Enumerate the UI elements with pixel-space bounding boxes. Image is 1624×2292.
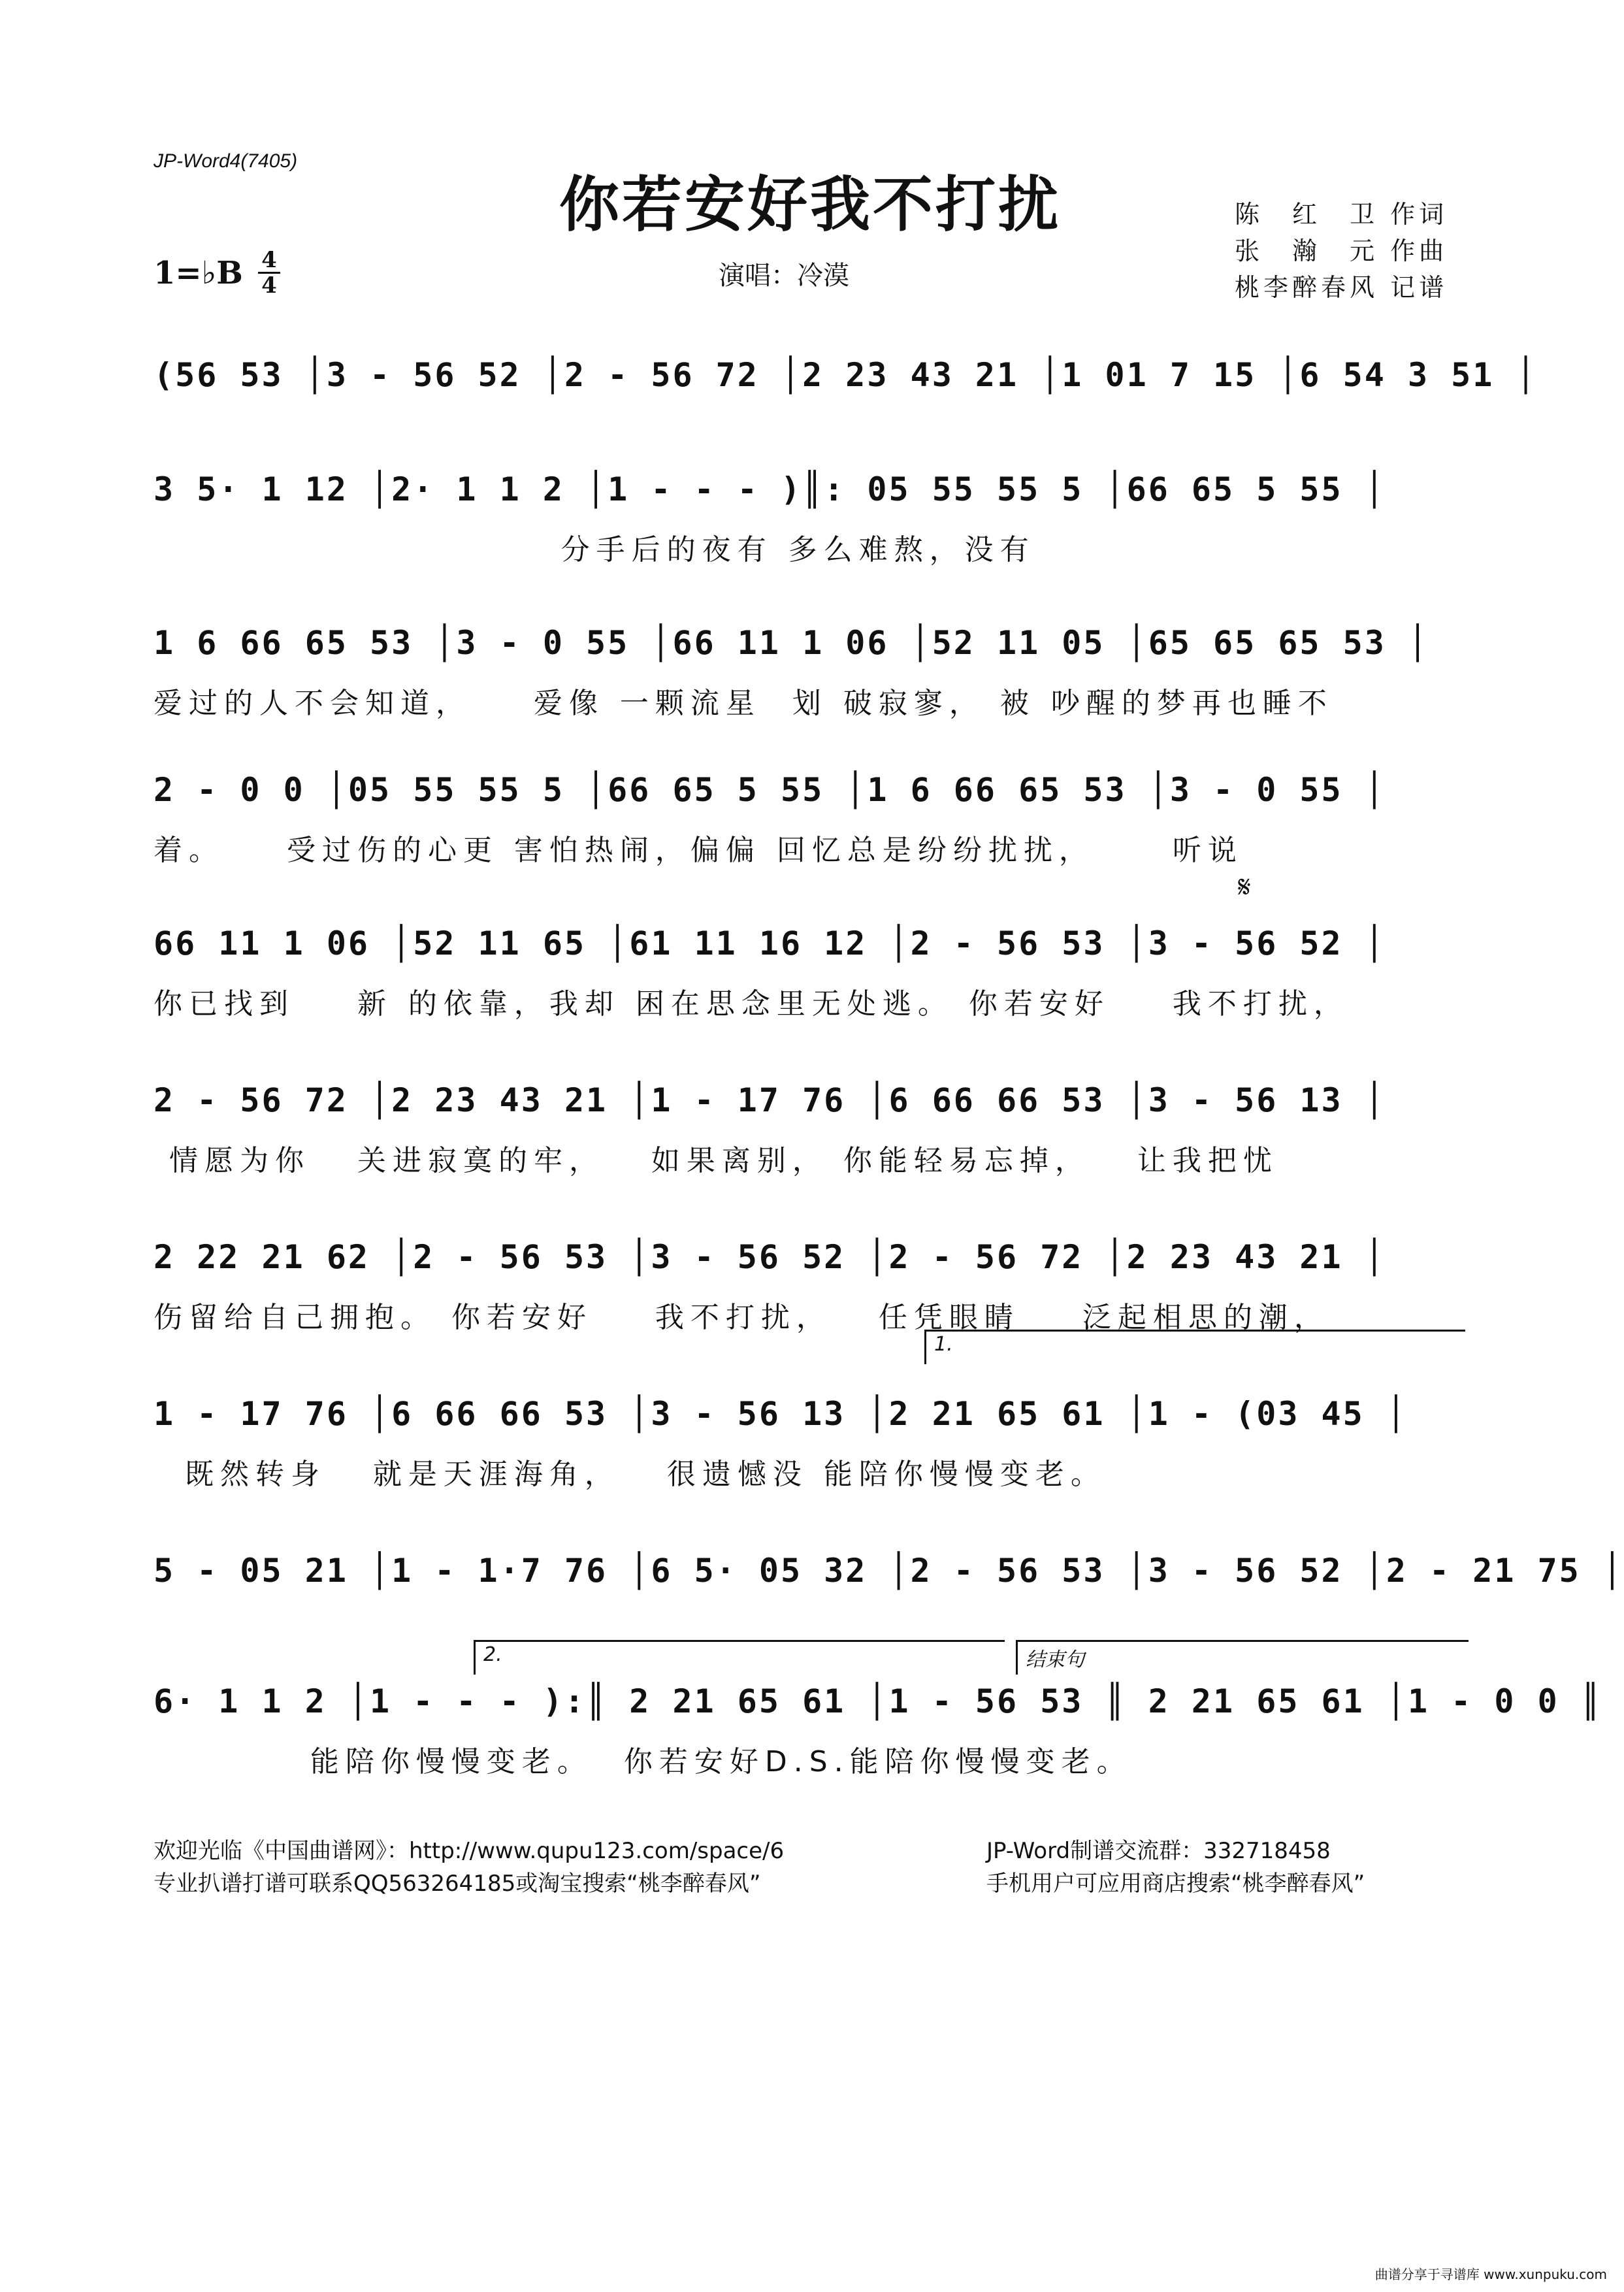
second-ending-bracket xyxy=(474,1640,1005,1675)
footer-contact: 专业扒谱打谱可联系QQ563264185或淘宝搜索“桃李醉春风” xyxy=(154,1871,761,1897)
meter-top: 4 xyxy=(261,247,277,273)
notation-line: 3 5· 1 12 │2· 1 1 2 │1 - - - )║: 05 55 55 5 │66 65 5 55 │ xyxy=(154,470,1386,508)
final-ending-bracket xyxy=(1016,1640,1469,1675)
time-signature xyxy=(258,248,280,297)
song-title: 你若安好我不打扰 xyxy=(559,170,1061,240)
lyric-line: 能陪你慢慢变老。 你若安好D.S.能陪你慢慢变老。 xyxy=(154,1745,1132,1778)
composer-credit: 张 瀚 元 作曲 xyxy=(1235,237,1448,265)
lyric-line: 你已找到 新 的依靠，我却 困在思念里无处逃。 你若安好 我不打扰， xyxy=(154,987,1349,1021)
ending-label: 结束句 xyxy=(1026,1648,1084,1671)
key-signature: 1=♭B xyxy=(154,255,243,291)
lyric-line: 伤留给自己拥抱。 你若安好 我不打扰， 任凭眼睛 泛起相思的潮， xyxy=(154,1301,1329,1334)
notation-line: 1 6 66 65 53 │3 - 0 55 │66 11 1 06 │52 11 05 │65 65 65 53 │ xyxy=(154,624,1430,662)
notation-line: 2 22 21 62 │2 - 56 53 │3 - 56 52 │2 - 56 72 │2 23 43 21 │ xyxy=(154,1238,1386,1276)
lyric-line: 情愿为你 关进寂寞的牢， 如果离别， 你能轻易忘掉， 让我把忧 xyxy=(154,1144,1278,1177)
notation-line: 6· 1 1 2 │1 - - - ):║ 2 21 65 61 │1 - 56 53 ║ 2 21 65 61 │1 - 0 0 ║ xyxy=(154,1682,1602,1720)
lyricist-credit: 陈 红 卫 作词 xyxy=(1235,200,1448,229)
footer-mobile: 手机用户可应用商店搜索“桃李醉春风” xyxy=(986,1871,1365,1897)
software-label: JP-Word4(7405) xyxy=(154,150,298,172)
notation-line: 2 - 56 72 │2 23 43 21 │1 - 17 76 │6 66 66 53 │3 - 56 13 │ xyxy=(154,1081,1386,1119)
notation-line: 2 - 0 0 │05 55 55 5 │66 65 5 55 │1 6 66 65 53 │3 - 0 55 │ xyxy=(154,771,1386,809)
lyric-line: 既然转身 就是天涯海角， 很遗憾没 能陪你慢慢变老。 xyxy=(154,1458,1106,1491)
lyric-line: 着。 受过伤的心更 害怕热闹，偏偏 回忆总是纷纷扰扰， 听说 xyxy=(154,834,1243,867)
volta-2-label: 2. xyxy=(483,1643,502,1666)
footer-group: JP-Word制谱交流群：332718458 xyxy=(986,1838,1331,1864)
lyric-line: 爱过的人不会知道， 爱像 一颗流星 划 破寂寥， 被 吵醒的梦再也睡不 xyxy=(154,687,1333,720)
volta-1-label: 1. xyxy=(934,1333,953,1356)
notation-line: 1 - 17 76 │6 66 66 53 │3 - 56 13 │2 21 65 61 │1 - (03 45 │ xyxy=(154,1395,1408,1433)
lyric-line: 分手后的夜有 多么难熬，没有 xyxy=(154,533,1035,566)
first-ending-bracket xyxy=(924,1330,1465,1364)
singer-credit: 演唱：冷漠 xyxy=(719,261,849,291)
transcriber-credit: 桃李醉春风 记谱 xyxy=(1235,273,1448,302)
watermark: 曲谱分享于寻谱库 www.xunpuku.com xyxy=(1374,2267,1607,2282)
meter-bottom: 4 xyxy=(261,272,277,299)
credits-block xyxy=(1235,196,1448,306)
notation-line: 5 - 05 21 │1 - 1·7 76 │6 5· 05 32 │2 - 56 53 │3 - 56 52 │2 - 21 75 │ xyxy=(154,1552,1624,1590)
notation-line: 66 11 1 06 │52 11 65 │61 11 16 12 │2 - 56 53 │3 - 56 52 │ xyxy=(154,925,1386,962)
footer-website: 欢迎光临《中国曲谱网》：http://www.qupu123.com/space/6 xyxy=(154,1838,785,1864)
notation-line: (56 53 │3 - 56 52 │2 - 56 72 │2 23 43 21 │1 01 7 15 │6 54 3 51 │ xyxy=(154,356,1538,394)
segno-mark: 𝄋 xyxy=(1238,869,1251,904)
